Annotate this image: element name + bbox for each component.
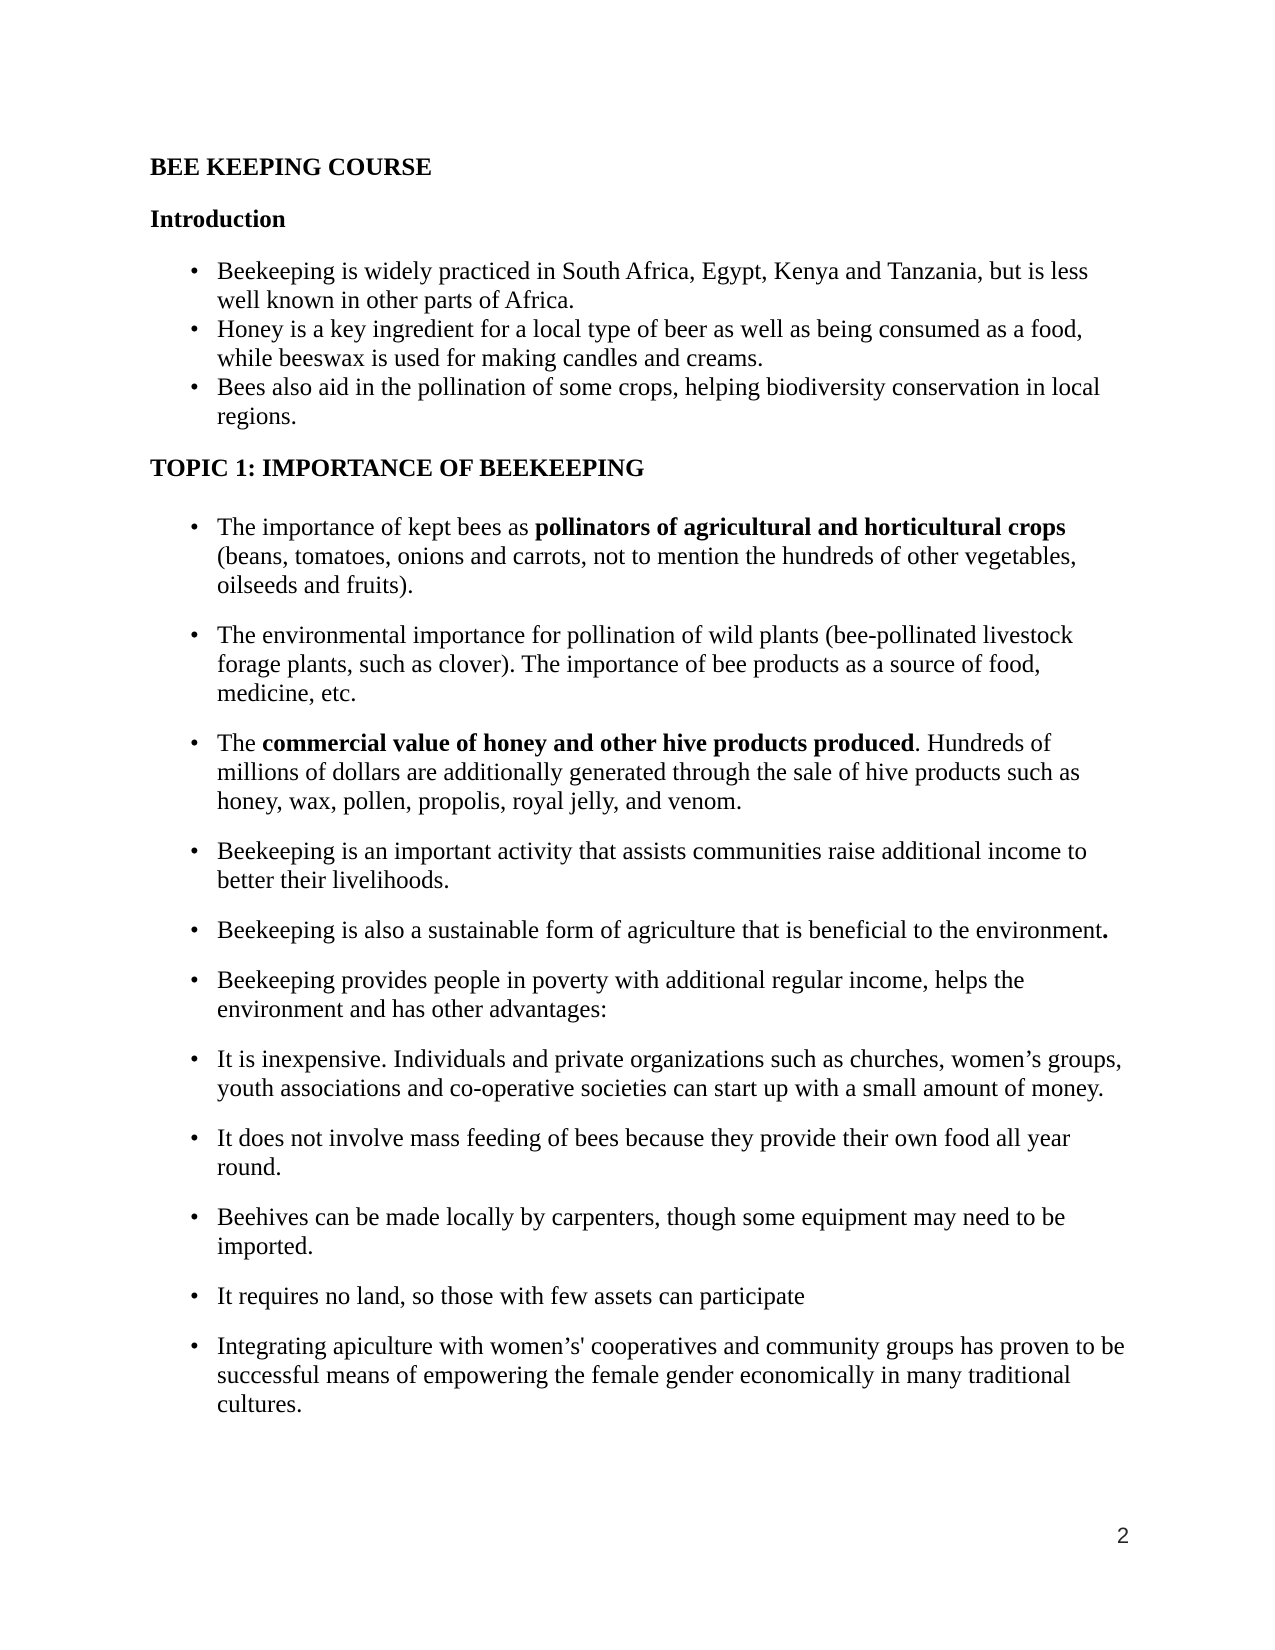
bullet-item [217,916,1135,945]
bold-text-run: pollinators of agricultural and horticultural crops [534,514,1066,541]
bullet-item [217,315,1135,373]
document-title: BEE KEEPING COURSE [150,154,433,181]
page-number: 2 [1116,1523,1130,1548]
bullet-item [217,1124,1135,1182]
bullet-item [217,1282,1135,1311]
section-heading-topic-1: TOPIC 1: IMPORTANCE OF BEEKEEPING [150,455,645,482]
bullet-item [217,1332,1135,1419]
text-run: The environmental importance for pollination of wild plants (bee-pollinated livestock forage plants, such as clover). The importance of bee products as a source of food, medicine, etc. [217,622,1074,707]
bullet-item [217,621,1135,708]
text-run: The importance of kept bees as [217,514,535,541]
text-run: Honey is a key ingredient for a local type of beer as well as being consumed as a food, while beeswax is used for making candles and creams. [217,316,1083,372]
text-run: The [217,730,263,757]
bold-text-run: commercial value of honey and other hive products produced [262,730,915,757]
introduction-bullet-list [150,257,1135,431]
bold-text-run: . [1102,917,1109,944]
bullet-item [217,729,1135,816]
text-run: Beekeeping is an important activity that assists communities raise additional income to better their livelihoods. [217,838,1087,894]
text-run: Beekeeping is also a sustainable form of agriculture that is beneficial to the environment [217,917,1103,944]
text-run: It requires no land, so those with few assets can participate [217,1283,806,1310]
text-run: Beekeeping provides people in poverty with additional regular income, helps the environment and has other advantages: [217,967,1025,1023]
section-heading-introduction: Introduction [150,206,286,233]
text-run: It is inexpensive. Individuals and private organizations such as churches, women’s groups, youth associations and co-operative societies can start up with a small amount of money. [217,1046,1122,1102]
text-run: Beehives can be made locally by carpenters, though some equipment may need to be imported. [217,1204,1066,1260]
bullet-item [217,513,1135,600]
text-run: Beekeeping is widely practiced in South Africa, Egypt, Kenya and Tanzania, but is less well known in other parts of Africa. [217,258,1089,314]
text-run: . Hundreds of millions of dollars are additionally generated through the sale of hive products such as honey, wax, pollen, propolis, royal jelly, and venom. [217,730,1080,815]
bullet-item [217,966,1135,1024]
text-run: It does not involve mass feeding of bees because they provide their own food all year round. [217,1125,1071,1181]
document-content [150,153,1135,1442]
bullet-item [217,373,1135,431]
text-run: Bees also aid in the pollination of some crops, helping biodiversity conservation in local regions. [217,374,1101,430]
bullet-item [217,1045,1135,1103]
bullet-item [217,257,1135,315]
topic-1-bullet-list [150,513,1135,1419]
text-run: Integrating apiculture with women’s' cooperatives and community groups has proven to be successful means of empowering the female gender economically in many traditional cultures. [217,1333,1125,1418]
bullet-item [217,1203,1135,1261]
text-run: (beans, tomatoes, onions and carrots, not to mention the hundreds of other vegetables, oilseeds and fruits). [217,543,1077,599]
bullet-item [217,837,1135,895]
